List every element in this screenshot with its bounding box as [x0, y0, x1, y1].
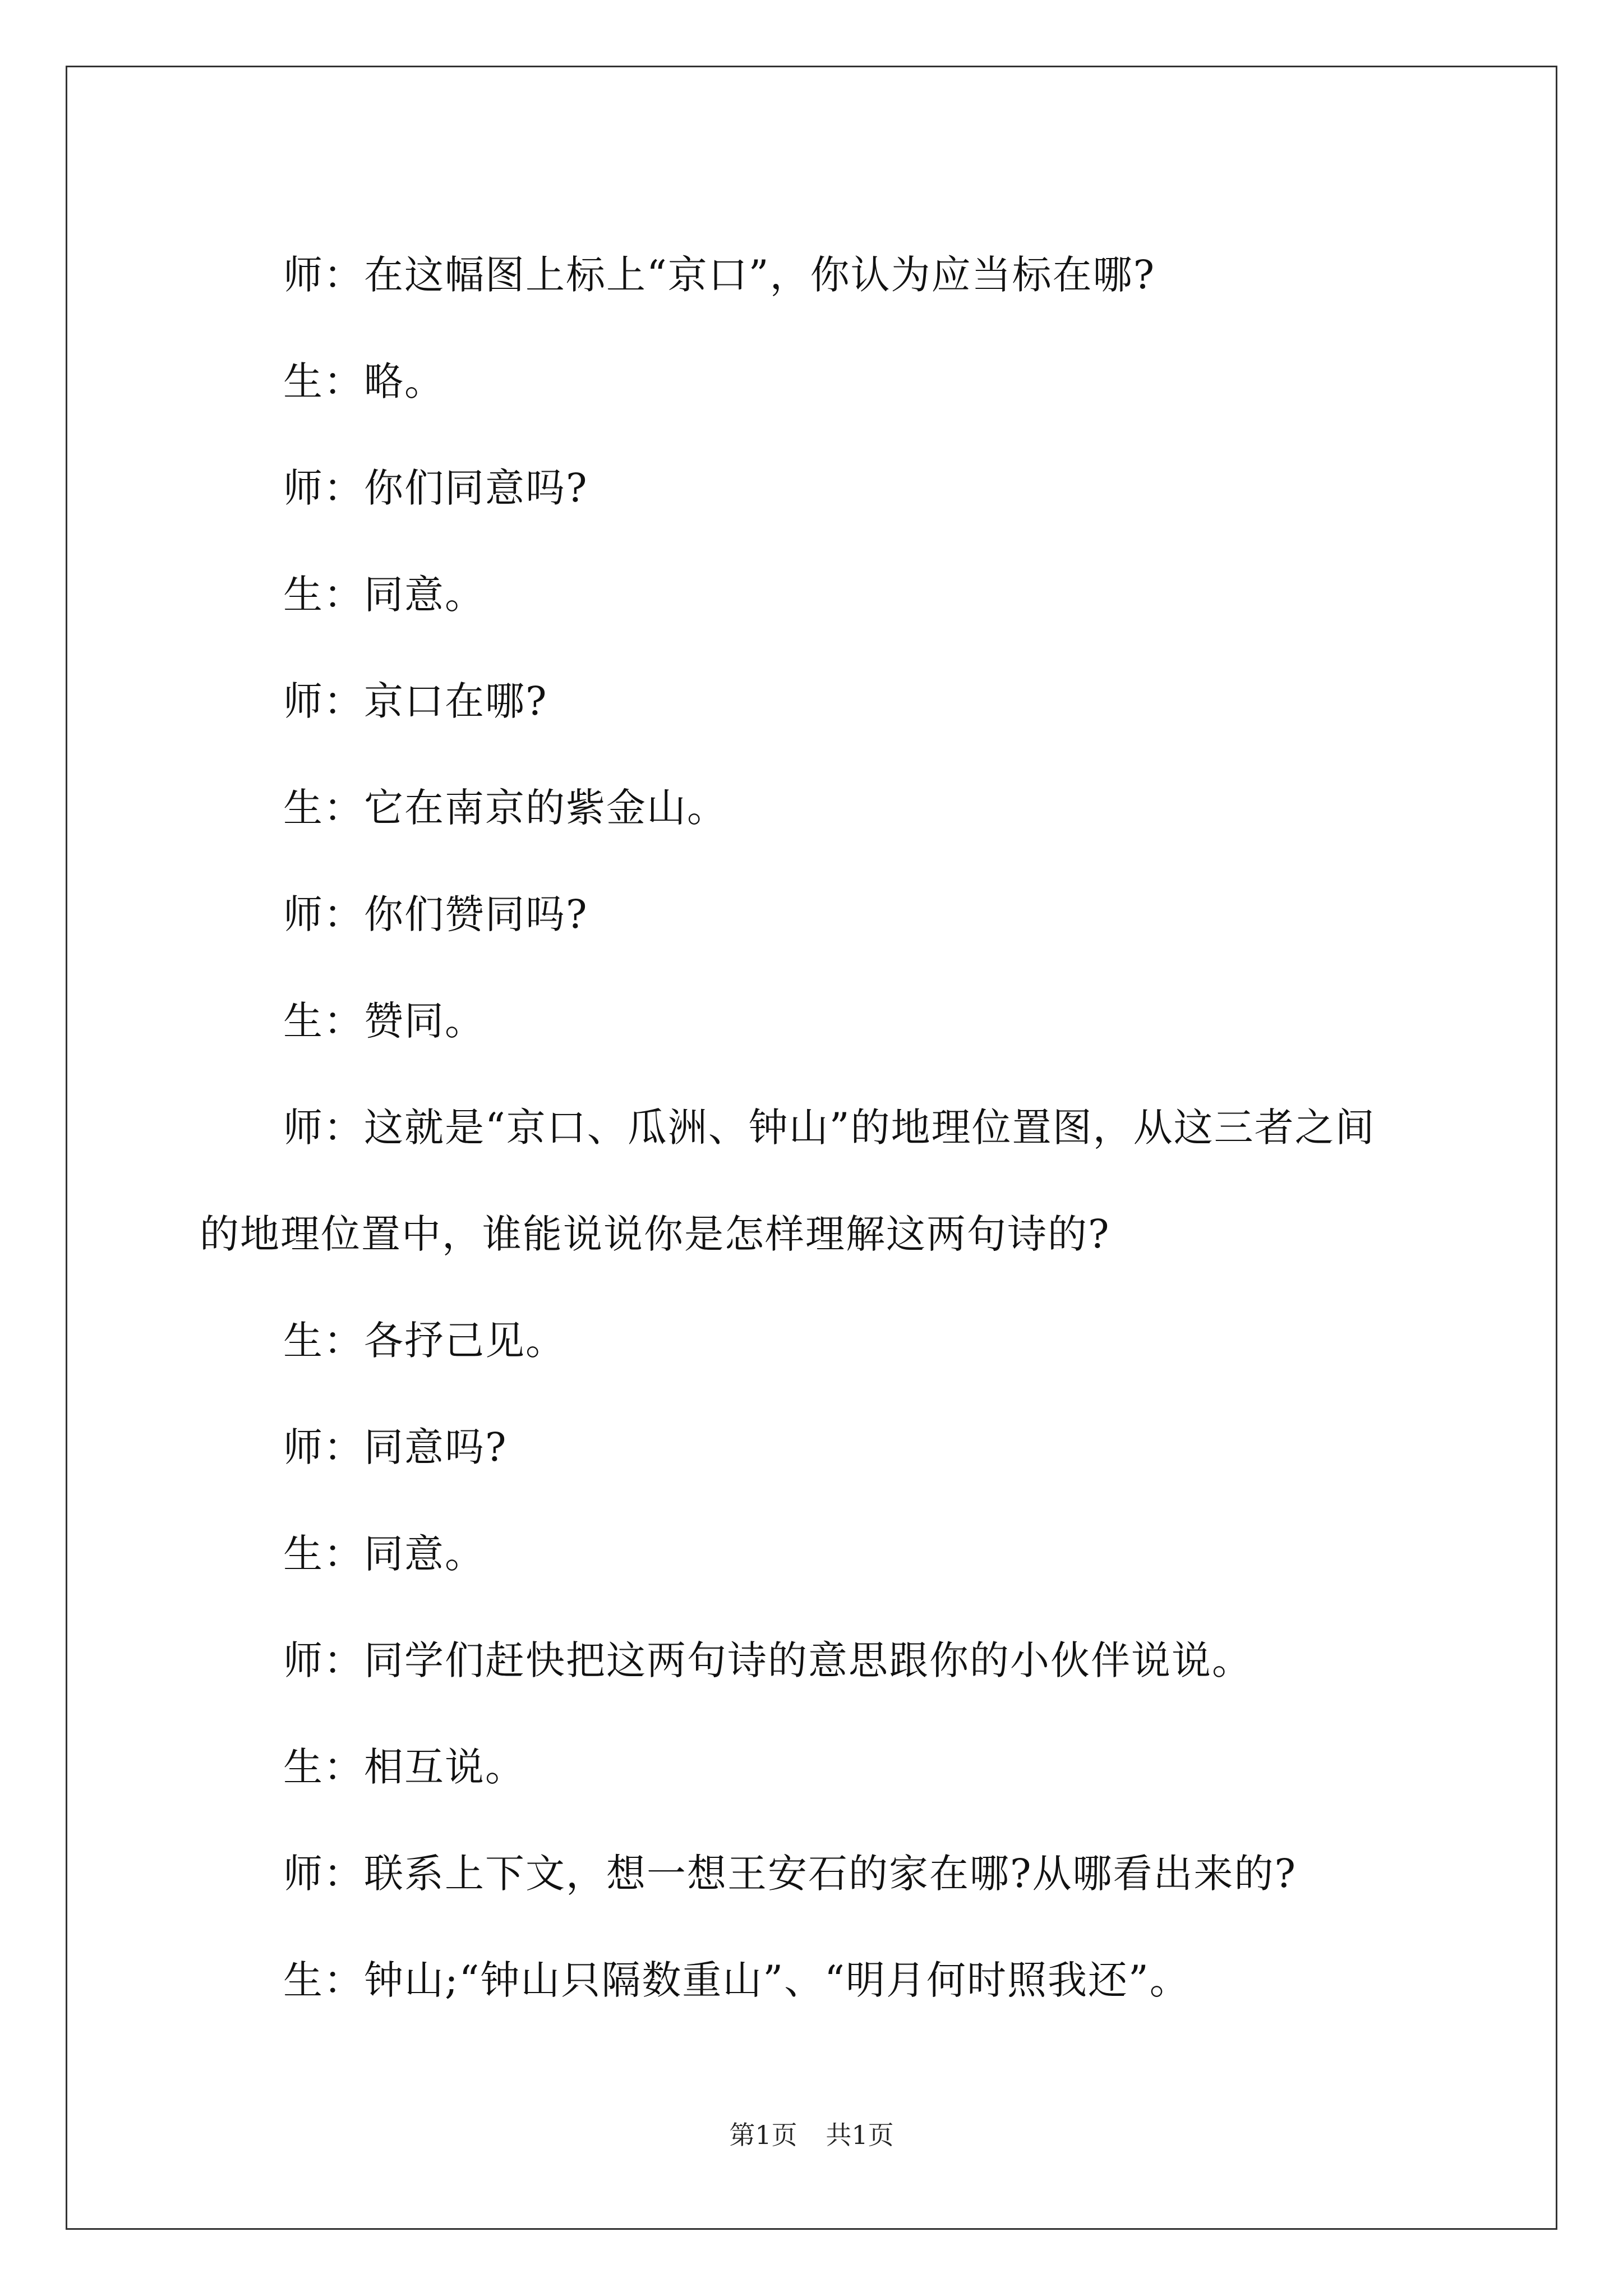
page-footer [0, 2115, 1623, 2152]
dialogue-line: 师：同意吗? [283, 1424, 508, 1470]
page-number: 第1页 [729, 2120, 797, 2150]
dialogue-line: 师：你们赞同吗? [283, 891, 588, 937]
wrapped-line-2: 的地理位置中，谁能说说你是怎样理解这两句诗的? [200, 1211, 1110, 1257]
dialogue-line: 师：京口在哪? [283, 678, 548, 724]
dialogue-line: 师：你们同意吗? [283, 465, 588, 511]
dialogue-line: 生：钟山;“钟山只隔数重山”、“明月何时照我还”。 [283, 1957, 1190, 2003]
dialogue-line: 生：同意。 [283, 572, 485, 618]
dialogue-line: 生：它在南京的紫金山。 [283, 785, 727, 831]
dialogue-line: 生：同意。 [283, 1531, 485, 1577]
dialogue-line: 生：各抒己见。 [283, 1318, 566, 1364]
dialogue-line: 生：相互说。 [283, 1744, 525, 1790]
document-body [202, 222, 1436, 2033]
dialogue-line: 师：联系上下文，想一想王安石的家在哪?从哪看出来的? [283, 1851, 1297, 1897]
dialogue-line: 生：赞同。 [283, 998, 485, 1044]
wrapped-line-1: 师：这就是“京口、瓜洲、钟山”的地理位置图，从这三者之间 [283, 1105, 1376, 1151]
dialogue-paragraph-wrapped [202, 1074, 1436, 1287]
dialogue-line: 师：在这幅图上标上“京口”，你认为应当标在哪? [283, 252, 1156, 298]
page-total: 共1页 [826, 2120, 894, 2150]
dialogue-line: 师：同学们赶快把这两句诗的意思跟你的小伙伴说说。 [283, 1637, 1252, 1683]
dialogue-line: 生：略。 [283, 358, 445, 404]
